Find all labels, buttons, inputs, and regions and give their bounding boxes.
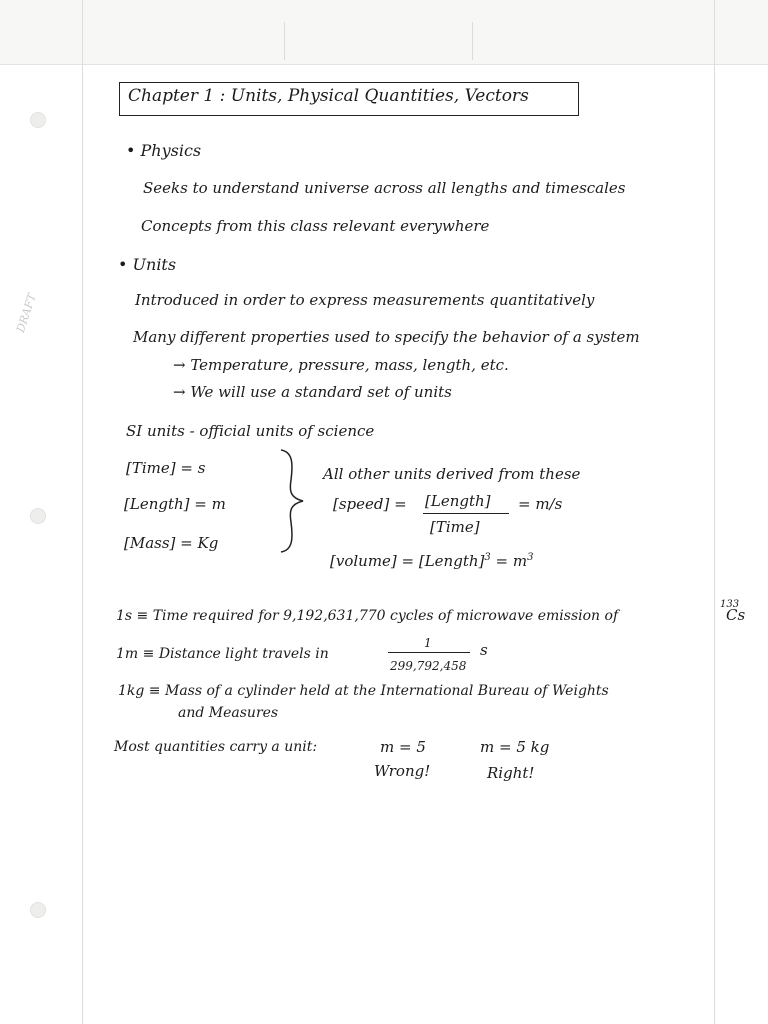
meter-unit: s xyxy=(480,641,488,659)
page-top-band xyxy=(0,0,768,65)
margin-line-right xyxy=(714,0,715,1024)
volume-rhs: = m xyxy=(495,552,528,570)
physics-heading: • Physics xyxy=(126,141,202,160)
si-length: [Length] = m xyxy=(124,495,226,513)
speed-rhs: = m/s xyxy=(518,495,563,513)
units-line-1: Introduced in order to express measurements quantitatively xyxy=(135,291,595,309)
kilogram-definition-2: and Measures xyxy=(178,705,279,721)
right-expression: m = 5 kg xyxy=(480,738,550,756)
speed-fraction-line xyxy=(423,513,509,514)
si-mass: [Mass] = Kg xyxy=(124,534,219,552)
speed-numerator: [Length] xyxy=(425,492,491,510)
units-heading: • Units xyxy=(118,255,177,274)
volume-equation xyxy=(330,549,533,570)
physics-line-1: Seeks to understand universe across all lengths and timescales xyxy=(143,179,626,197)
si-derived-note: All other units derived from these xyxy=(323,465,581,483)
chapter-title: Chapter 1 : Units, Physical Quantities, Vectors xyxy=(128,86,529,106)
si-heading: SI units - official units of science xyxy=(126,422,375,440)
volume-exponent: 3 xyxy=(484,552,491,563)
kilogram-definition-1: 1kg ≡ Mass of a cylinder held at the International Bureau of Weights xyxy=(118,683,609,699)
cesium-mass-number: 133 xyxy=(720,599,740,610)
quantities-lead: Most quantities carry a unit: xyxy=(114,739,318,755)
meter-fraction-line xyxy=(388,652,470,653)
volume-lhs: [volume] = [Length] xyxy=(330,552,485,570)
units-arrow-1: → Temperature, pressure, mass, length, etc. xyxy=(173,356,509,374)
faint-stamp: DRAFT xyxy=(14,291,39,335)
units-line-2: Many different properties used to specify the behavior of a system xyxy=(133,328,640,346)
cesium-symbol: Cs xyxy=(726,606,746,624)
units-arrow-2: → We will use a standard set of units xyxy=(173,383,452,401)
volume-rhs-exponent: 3 xyxy=(527,552,534,563)
physics-line-2: Concepts from this class relevant everywhere xyxy=(141,217,490,235)
meter-denominator: 299,792,458 xyxy=(390,659,467,673)
wrong-expression: m = 5 xyxy=(380,738,426,756)
tab-mark-2 xyxy=(472,22,473,60)
meter-definition: 1m ≡ Distance light travels in xyxy=(116,646,329,662)
right-label: Right! xyxy=(487,764,535,782)
binder-hole-2 xyxy=(30,508,46,524)
curly-brace xyxy=(277,448,307,554)
binder-hole-3 xyxy=(30,902,46,918)
margin-line-left xyxy=(82,0,83,1024)
binder-hole-1 xyxy=(30,112,46,128)
meter-numerator: 1 xyxy=(424,636,432,650)
speed-lhs: [speed] = xyxy=(333,495,407,513)
tab-mark-1 xyxy=(284,22,285,60)
second-definition: 1s ≡ Time required for 9,192,631,770 cycles of microwave emission of xyxy=(116,608,619,624)
si-time: [Time] = s xyxy=(126,459,206,477)
wrong-label: Wrong! xyxy=(374,762,431,780)
speed-denominator: [Time] xyxy=(430,518,480,536)
